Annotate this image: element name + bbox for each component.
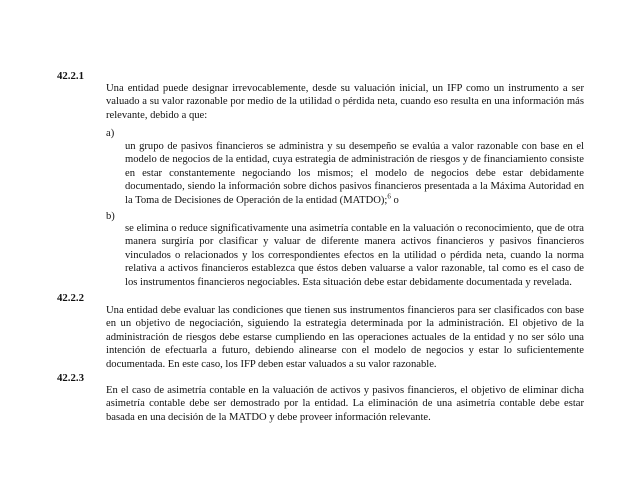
list-item-letter: a) (106, 128, 115, 139)
section-paragraph: En el caso de asimetría contable en la valuación de activos y pasivos financieros, el objetivo de eliminar dicha asimetría contable debe ser demostrado por la entidad. La eliminación de una asimetría contable debe estar basada en una decisión de la MATDO y debe proveer información relevante. (106, 385, 584, 423)
section-number: 42.2.1 (57, 70, 84, 82)
list-item-text: se elimina o reduce significativamente una asimetría contable en la valuación o reconocimiento, que de otra manera surgiría por clasificar y valuar de diferente manera activos financieros y pasivos financieros vinculados o relacionados y los correspondientes efectos en la utilidad o pérdida neta, cuando la norma relativa a activos financieros establezca que éstos deben valuarse a valor razonable, tal como es el caso de los instrumentos financieros negociables. Esta situación debe estar debidamente documentada y revelada. (125, 223, 584, 288)
footnote-marker: 6 (387, 192, 391, 201)
section-number: 42.2.3 (57, 372, 84, 384)
section-paragraph: Una entidad debe evaluar las condiciones que tienen sus instrumentos financieros para ser clasificados con base en un objetivo de negociación, siguiendo la estrategia determinada por la administración. El objetivo de la administración de riesgos debe estarse cumpliendo en las operaciones actuales de la entidad y no ser sólo una intención de efectuarla a futuro, debiendo alinearse con el modelo de negocios y estar lo suficientemente documentada. En este caso, los IFP deben estar valuados a su valor razonable. (106, 305, 584, 370)
section-paragraph: Una entidad puede designar irrevocablemente, desde su valuación inicial, un IFP como un instrumento a ser valuado a su valor razonable por medio de la utilidad o pérdida neta, cuando eso resulta en una información más relevante, debido a que: (106, 83, 584, 121)
list-item-tail: o (390, 194, 399, 206)
list-item-text (125, 140, 584, 207)
list-item-body: un grupo de pasivos financieros se administra y su desempeño se evalúa a valor razonable con base en el modelo de negocios de la entidad, cuya estrategia de administración de riesgos y de financiamiento consiste en estar constantemente negociando los mismos; el modelo de negocios debe estar debidamente documentado, siendo la información sobre dichos pasivos financieros presentada a la Máxima Autoridad en la Toma de Decisiones de Operación de la entidad (MATDO); (125, 141, 584, 206)
section-number: 42.2.2 (57, 292, 84, 304)
list-item-letter: b) (106, 211, 115, 222)
